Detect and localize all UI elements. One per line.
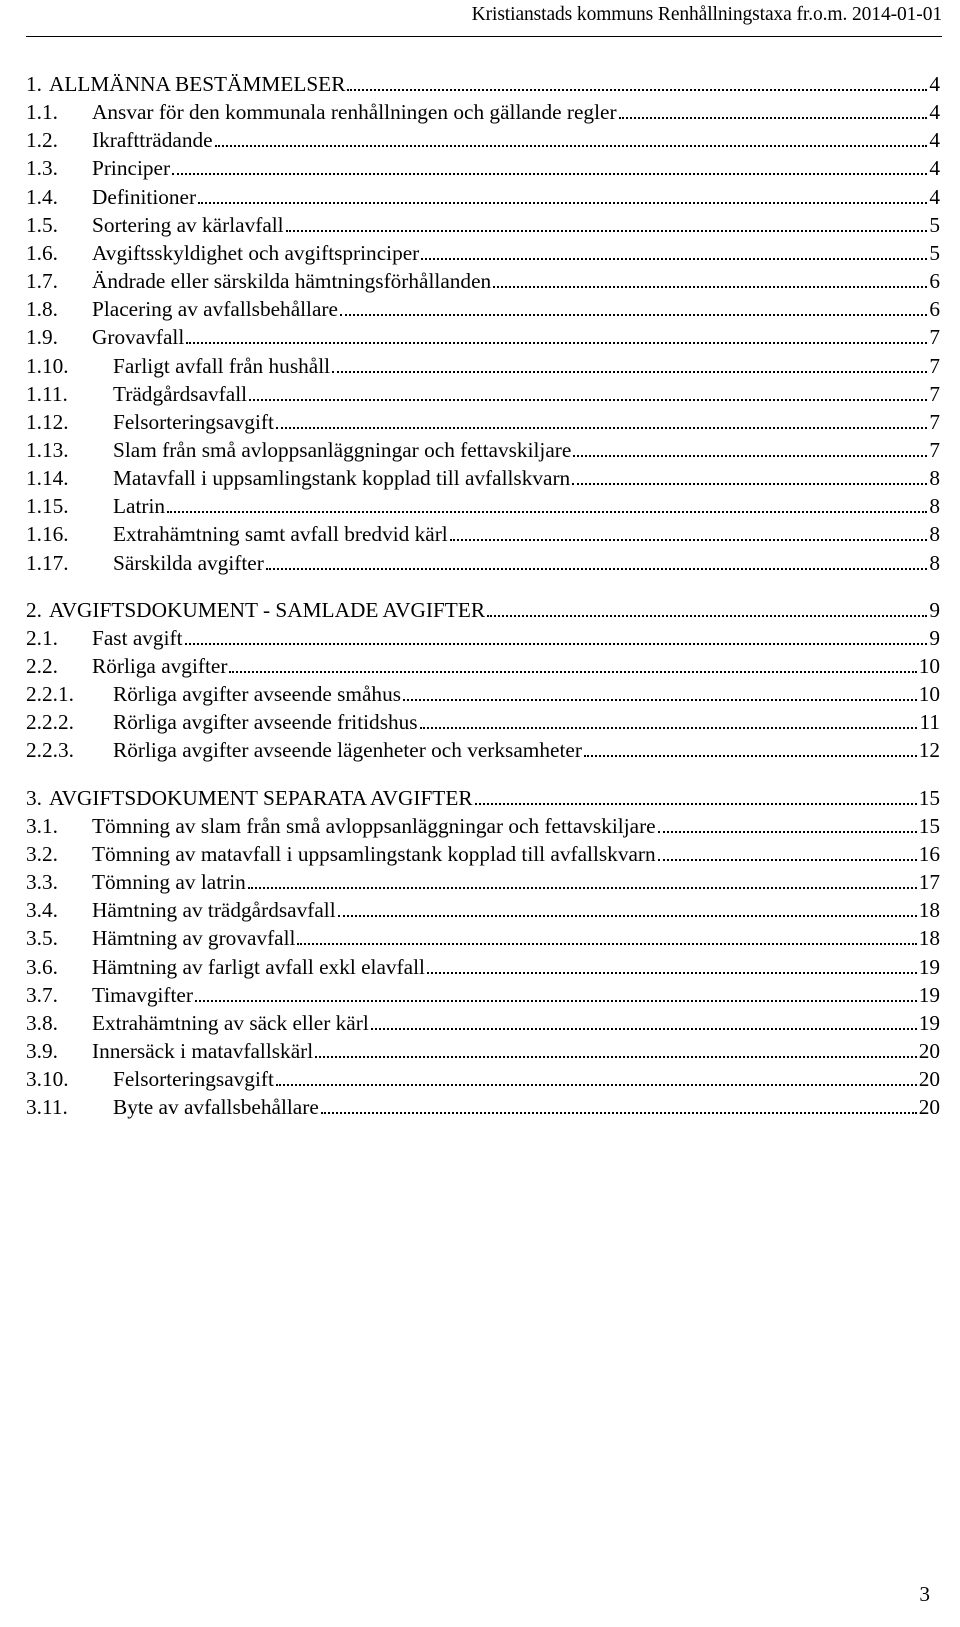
toc-entry-title: Rörliga avgifter avseende småhus xyxy=(113,682,402,707)
toc-entry-page: 7 xyxy=(929,381,940,406)
toc-entry[interactable] xyxy=(26,265,940,295)
toc-entry-title: Farligt avfall från hushåll xyxy=(113,353,331,378)
toc-dot-leader xyxy=(248,883,917,889)
toc-entry-number: 3.8. xyxy=(26,1010,58,1035)
toc-dot-leader xyxy=(493,282,927,288)
toc-entry[interactable] xyxy=(26,181,940,211)
toc-entry[interactable] xyxy=(26,124,940,154)
toc-entry[interactable] xyxy=(26,96,940,126)
toc-entry-number: 1.1. xyxy=(26,100,58,125)
toc-dot-leader xyxy=(198,198,927,204)
toc-entry-number: 2.1. xyxy=(26,625,58,650)
toc-entry-page: 6 xyxy=(929,297,940,322)
toc-entry-title: Rörliga avgifter avseende fritidshus xyxy=(113,710,418,735)
toc-entry-number: 3.7. xyxy=(26,982,58,1007)
toc-entry-number: 1.13. xyxy=(26,437,69,462)
toc-entry-number: 1.5. xyxy=(26,212,58,237)
toc-entry-page: 8 xyxy=(929,466,940,491)
toc-dot-leader xyxy=(347,85,927,91)
toc-entry-number: 2.2.3. xyxy=(26,738,74,763)
toc-entry-title: Hämtning av trädgårdsavfall xyxy=(92,898,336,923)
toc-dot-leader xyxy=(286,226,928,232)
toc-entry-title: Extrahämtning samt avfall bredvid kärl xyxy=(113,522,448,547)
toc-entry[interactable] xyxy=(26,152,940,182)
toc-entry-title: Latrin xyxy=(113,494,166,519)
toc-entry[interactable] xyxy=(26,378,940,408)
toc-entry-number: 1.11. xyxy=(26,381,68,406)
toc-dot-leader xyxy=(475,799,917,805)
toc-dot-leader xyxy=(371,1024,917,1030)
toc-entry-page: 4 xyxy=(929,184,940,209)
toc-entry-number: 3.4. xyxy=(26,898,58,923)
toc-entry[interactable] xyxy=(26,321,940,351)
toc-dot-leader xyxy=(276,423,927,429)
toc-dot-leader xyxy=(321,1108,917,1114)
toc-entry-title: Trädgårdsavfall xyxy=(113,381,248,406)
toc-dot-leader xyxy=(276,1080,917,1086)
toc-entry-page: 15 xyxy=(918,785,940,810)
toc-entry[interactable] xyxy=(26,922,940,952)
toc-entry-page: 20 xyxy=(918,1038,940,1063)
toc-entry-page: 5 xyxy=(929,212,940,237)
toc-entry-number: 1.10. xyxy=(26,353,69,378)
toc-entry[interactable] xyxy=(26,406,940,436)
toc-dot-leader xyxy=(427,968,917,974)
toc-entry-number: 1.2. xyxy=(26,128,58,153)
toc-entry-page: 10 xyxy=(918,654,940,678)
toc-entry-number: 1.3. xyxy=(26,156,58,181)
toc-entry-number: 3.6. xyxy=(26,954,58,979)
toc-entry-title: AVGIFTSDOKUMENT - SAMLADE AVGIFTER xyxy=(49,597,486,622)
toc-entry-number: 1.8. xyxy=(26,297,58,322)
toc-entry[interactable] xyxy=(26,810,940,840)
toc-entry[interactable] xyxy=(26,293,940,323)
toc-entry-title: Placering av avfallsbehållare xyxy=(92,297,338,322)
toc-entry-title: Rörliga avgifter avseende lägenheter och verksamheter xyxy=(113,738,582,763)
toc-dot-leader xyxy=(572,479,927,485)
toc-entry-page: 12 xyxy=(918,738,940,763)
toc-entry-title: Sortering av kärlavfall xyxy=(92,212,284,237)
toc-entry-number: 3.1. xyxy=(26,813,58,838)
toc-entry-number: 2.2.1. xyxy=(26,682,74,707)
toc-entry[interactable] xyxy=(26,866,940,896)
toc-dot-leader xyxy=(450,535,928,541)
toc-entry-page: 18 xyxy=(918,926,940,951)
toc-entry-title: Timavgifter xyxy=(92,982,193,1007)
toc-entry-page: 20 xyxy=(918,1067,940,1092)
toc-entry-number: 3.3. xyxy=(26,870,58,895)
toc-entry-page: 8 xyxy=(929,494,940,519)
toc-entry-page: 10 xyxy=(918,682,940,707)
toc-dot-leader xyxy=(249,395,927,401)
toc-entry-page: 4 xyxy=(929,156,940,181)
toc-entry-number: 3.5. xyxy=(26,926,58,951)
toc-entry-title: Särskilda avgifter xyxy=(113,550,264,575)
toc-entry-title: AVGIFTSDOKUMENT SEPARATA AVGIFTER xyxy=(49,785,473,810)
toc-entry-title: Ändrade eller särskilda hämtningsförhållanden xyxy=(92,269,492,294)
toc-entry-page: 7 xyxy=(929,437,940,462)
toc-entry-title: Tömning av slam från små avloppsanläggningar och fettavskiljare xyxy=(92,813,656,838)
toc-entry-number: 3.2. xyxy=(26,841,58,866)
header-rule xyxy=(26,36,942,37)
toc-entry-page: 19 xyxy=(918,982,940,1007)
toc-entry-title: Definitioner xyxy=(92,184,197,209)
toc-dot-leader xyxy=(266,564,928,570)
toc-entry-page: 19 xyxy=(918,954,940,979)
toc-entry[interactable] xyxy=(26,547,940,577)
toc-entry-number: 1.4. xyxy=(26,184,58,209)
toc-dot-leader xyxy=(420,723,918,729)
toc-entry-page: 7 xyxy=(929,409,940,434)
toc-dot-leader xyxy=(584,751,917,757)
toc-entry-number: 2.2.2. xyxy=(26,710,74,735)
toc-entry-page: 16 xyxy=(918,841,940,866)
toc-dot-leader xyxy=(658,827,917,833)
toc-entry-page: 7 xyxy=(929,353,940,378)
toc-entry[interactable] xyxy=(26,622,940,652)
toc-entry[interactable] xyxy=(26,1007,940,1037)
toc-entry-page: 18 xyxy=(918,898,940,923)
page-number: 3 xyxy=(919,1582,930,1606)
toc-entry-number: 3.9. xyxy=(26,1038,58,1063)
toc-entry-number: 3. xyxy=(26,785,42,810)
toc-entry-number: 1.9. xyxy=(26,325,58,350)
toc-entry-page: 9 xyxy=(929,625,940,650)
toc-entry-title: Rörliga avgifter xyxy=(92,654,228,678)
toc-entry-title: ALLMÄNNA BESTÄMMELSER xyxy=(49,72,346,96)
toc-entry-title: Byte av avfallsbehållare xyxy=(113,1095,319,1120)
toc-dot-leader xyxy=(186,338,927,344)
toc-dot-leader xyxy=(340,310,927,316)
toc-entry-page: 9 xyxy=(929,597,940,622)
toc-entry-page: 6 xyxy=(929,269,940,294)
toc-entry-number: 1.17. xyxy=(26,550,69,575)
toc-entry[interactable] xyxy=(26,1035,940,1065)
toc-entry[interactable] xyxy=(26,68,940,98)
toc-entry-number: 1.15. xyxy=(26,494,69,519)
toc-dot-leader xyxy=(185,639,928,645)
toc-entry-title: Slam från små avloppsanläggningar och fettavskiljare xyxy=(113,437,572,462)
toc-entry[interactable] xyxy=(26,706,940,736)
toc-entry[interactable] xyxy=(26,782,940,812)
toc-dot-leader xyxy=(167,507,927,513)
toc-entry-title: Principer xyxy=(92,156,171,181)
toc-entry-page: 4 xyxy=(929,72,940,96)
toc-entry-page: 19 xyxy=(918,1010,940,1035)
toc-entry-page: 4 xyxy=(929,100,940,125)
toc-dot-leader xyxy=(297,939,916,945)
toc-entry[interactable] xyxy=(26,894,940,924)
toc-entry[interactable] xyxy=(26,594,940,624)
toc-entry[interactable] xyxy=(26,979,940,1009)
toc-entry-page: 11 xyxy=(919,710,940,735)
toc-entry-title: Hämtning av farligt avfall exkl elavfall xyxy=(92,954,425,979)
toc-entry-number: 1.6. xyxy=(26,240,58,265)
toc-dot-leader xyxy=(573,451,927,457)
toc-dot-leader xyxy=(338,911,917,917)
toc-entry-title: Fast avgift xyxy=(92,625,183,650)
toc-entry[interactable] xyxy=(26,650,940,680)
toc-entry-number: 2. xyxy=(26,597,42,622)
toc-entry[interactable] xyxy=(26,1063,940,1093)
toc-entry-title: Innersäck i matavfallskärl xyxy=(92,1038,314,1063)
toc-entry-title: Hämtning av grovavfall xyxy=(92,926,296,951)
toc-entry[interactable] xyxy=(26,237,940,267)
toc-entry[interactable] xyxy=(26,350,940,380)
toc-entry-page: 20 xyxy=(918,1095,940,1120)
toc-entry-page: 15 xyxy=(918,813,940,838)
toc-entry-page: 5 xyxy=(929,240,940,265)
toc-entry-title: Felsorteringsavgift xyxy=(113,1067,274,1092)
toc-entry-number: 3.10. xyxy=(26,1067,69,1092)
toc-entry[interactable] xyxy=(26,1091,940,1121)
toc-entry[interactable] xyxy=(26,734,940,764)
toc-entry-title: Matavfall i uppsamlingstank kopplad till avfallskvarn xyxy=(113,466,571,491)
toc-dot-leader xyxy=(195,996,917,1002)
toc-entry-page: 7 xyxy=(929,325,940,350)
toc-entry-number: 1.7. xyxy=(26,269,58,294)
toc-entry[interactable] xyxy=(26,838,940,868)
toc-entry[interactable] xyxy=(26,951,940,981)
toc-entry-title: Tömning av matavfall i uppsamlingstank kopplad till avfallskvarn xyxy=(92,841,656,866)
toc-entry-title: Felsorteringsavgift xyxy=(113,409,274,434)
toc-entry[interactable] xyxy=(26,518,940,548)
toc-entry[interactable] xyxy=(26,209,940,239)
page-header: Kristianstads kommuns Renhållningstaxa fr.o.m. 2014-01-01 xyxy=(471,4,942,25)
toc-dot-leader xyxy=(619,113,928,119)
toc-entry-title: Tömning av latrin xyxy=(92,870,246,895)
toc-entry[interactable] xyxy=(26,678,940,708)
toc-entry-page: 8 xyxy=(929,550,940,575)
toc-entry-number: 2.2. xyxy=(26,654,58,678)
toc-entry-title: Extrahämtning av säck eller kärl xyxy=(92,1010,369,1035)
toc-entry-number: 1.16. xyxy=(26,522,69,547)
toc-entry-number: 1. xyxy=(26,72,42,96)
toc-dot-leader xyxy=(315,1052,917,1058)
toc-dot-leader xyxy=(172,169,927,175)
toc-dot-leader xyxy=(403,695,917,701)
toc-entry[interactable] xyxy=(26,462,940,492)
toc-dot-leader xyxy=(332,367,927,373)
toc-entry-title: Ikraftträdande xyxy=(92,128,213,153)
toc-entry-title: Grovavfall xyxy=(92,325,185,350)
toc-entry-title: Avgiftsskyldighet och avgiftsprinciper xyxy=(92,240,420,265)
toc-entry-number: 1.12. xyxy=(26,409,69,434)
toc-dot-leader xyxy=(658,855,917,861)
toc-dot-leader xyxy=(229,667,916,673)
toc-entry-number: 3.11. xyxy=(26,1095,68,1120)
toc-entry[interactable] xyxy=(26,490,940,520)
toc-dot-leader xyxy=(487,611,927,617)
toc-entry[interactable] xyxy=(26,434,940,464)
toc-entry-page: 8 xyxy=(929,522,940,547)
toc-entry-title: Ansvar för den kommunala renhållningen och gällande regler xyxy=(92,100,617,125)
toc-entry-page: 4 xyxy=(929,128,940,153)
toc-entry-page: 17 xyxy=(918,870,940,895)
toc-dot-leader xyxy=(421,254,927,260)
toc-dot-leader xyxy=(215,141,928,147)
toc-entry-number: 1.14. xyxy=(26,466,69,491)
